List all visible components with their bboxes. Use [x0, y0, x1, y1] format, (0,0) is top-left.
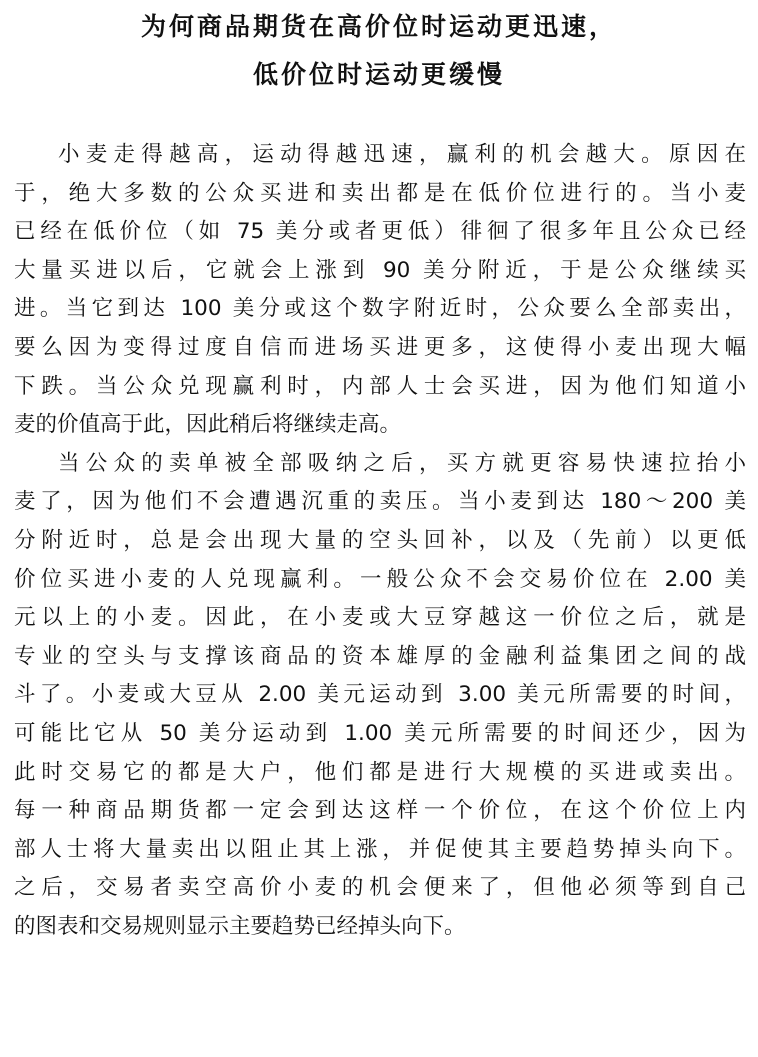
- page-title-line-1: 为何商品期货在高价位时运动更迅速，: [140, 12, 617, 41]
- text-line: 已经在低价位（如 75 美分或者更低）徘徊了很多年且公众已经: [14, 219, 746, 245]
- paragraph-1: [14, 136, 746, 445]
- text-line: 要么因为变得过度自信而进场买进更多，这使得小麦出现大幅: [14, 334, 746, 360]
- text-line: 的图表和交易规则显示主要趋势已经掉头向下。: [14, 913, 466, 939]
- text-line: 之后，交易者卖空高价小麦的机会便来了，但他必须等到自己: [14, 875, 746, 901]
- text-line: 于，绝大多数的公众买进和卖出都是在低价位进行的。当小麦: [14, 180, 746, 206]
- text-line: 小麦走得越高，运动得越迅速，赢利的机会越大。原因在: [58, 142, 746, 167]
- text-line: 元以上的小麦。因此，在小麦或大豆穿越这一价位之后，就是: [14, 605, 746, 631]
- text-line: 斗了。小麦或大豆从 2.00 美元运动到 3.00 美元所需要的时间，: [14, 682, 746, 708]
- text-line: 进。当它到达 100 美分或这个数字附近时，公众要么全部卖出，: [14, 296, 746, 322]
- text-line: 当公众的卖单被全部吸纳之后，买方就更容易快速拉抬小: [58, 450, 746, 476]
- text-line: 价位买进小麦的人兑现赢利。一般公众不会交易价位在 2.00 美: [14, 566, 746, 592]
- text-line: 大量买进以后，它就会上涨到 90 美分附近，于是公众继续买: [14, 257, 746, 283]
- page-title-line-2: 低价位时运动更缓慢: [252, 60, 505, 89]
- text-line: 可能比它从 50 美分运动到 1.00 美元所需要的时间还少，因为: [14, 720, 746, 746]
- text-line: 每一种商品期货都一定会到达这样一个价位，在这个价位上内: [14, 798, 746, 824]
- body-text: [14, 136, 746, 946]
- paragraph-2: [14, 445, 746, 947]
- text-line: 下跌。当公众兑现赢利时，内部人士会买进，因为他们知道小: [14, 373, 746, 399]
- text-line: 麦了，因为他们不会遭遇沉重的卖压。当小麦到达 180～200 美: [14, 489, 746, 515]
- text-line: 专业的空头与支撑该商品的资本雄厚的金融利益集团之间的战: [14, 643, 746, 669]
- text-line: 分附近时，总是会出现大量的空头回补，以及（先前）以更低: [14, 527, 746, 553]
- text-line: 部人士将大量卖出以阻止其上涨，并促使其主要趋势掉头向下。: [14, 836, 746, 862]
- text-line: 麦的价值高于此，因此稍后将继续走高。: [14, 412, 402, 438]
- text-line: 此时交易它的都是大户，他们都是进行大规模的买进或卖出。: [14, 759, 746, 785]
